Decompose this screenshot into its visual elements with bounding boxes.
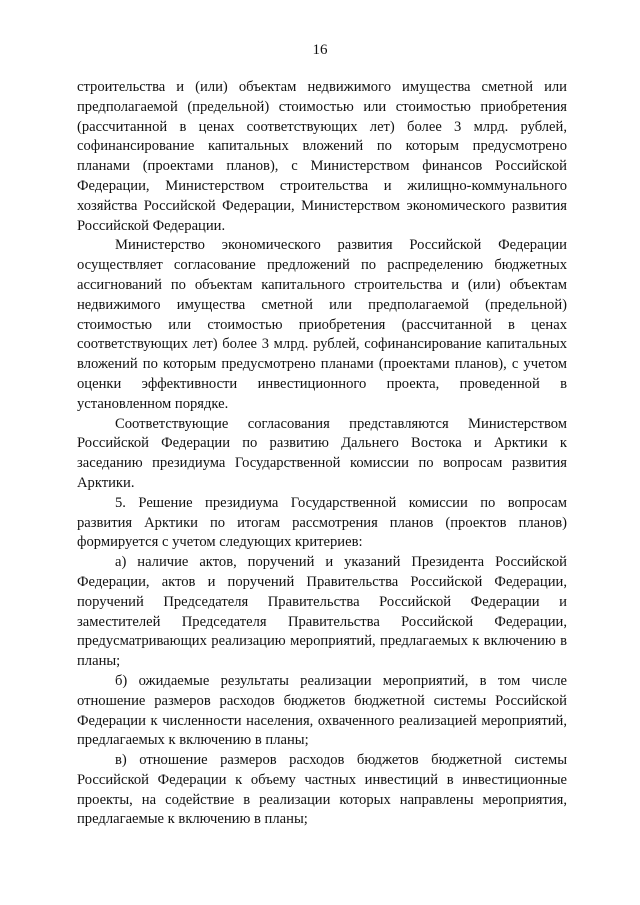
paragraph-item-5: 5. Решение президиума Государственной комиссии по вопросам развития Арктики по итогам рассмотрения планов (проектов планов) формируется с учетом следующих критериев: [77,494,567,551]
paragraph-ministry-approval: Министерство экономического развития Российской Федерации осуществляет согласование предложений по распределению бюджетных ассигнований по объектам капитального строительства и (или) объектам недвижимого имущества сметной или предполагаемой (предельной) стоимостью или стоимостью приобретения (рассчитанной в ценах соответствующих лет) более 3 млрд. рублей, софинансирование капитальных вложений по которым предусмотрено планами (проектами планов), с учетом оценки эффективности инвестиционного проекта, проведенной в установленном порядке. [77,237,567,412]
paragraph-criterion-c: в) отношение размеров расходов бюджетов бюджетной системы Российской Федерации к объему частных инвестиций в инвестиционные проекты, на содействие в реализации которых направлены мероприятия, предлагаемые к включению в планы; [77,752,567,828]
document-body [77,78,567,830]
paragraph-criterion-b: б) ожидаемые результаты реализации мероприятий, в том числе отношение размеров расходов бюджетов бюджетной системы Российской Федерации к численности населения, охваченного реализацией мероприятий, предлагаемых к включению в планы; [77,672,567,749]
page-number: 16 [312,42,328,58]
paragraph-criterion-a: а) наличие актов, поручений и указаний Президента Российской Федерации, актов и поручений Правительства Российской Федерации, поручений Председателя Правительства Российской Федерации и заместителей Председателя Правительства Российской Федерации, предусматривающих реализацию мероприятий, предлагаемых к включению в планы; [77,554,567,670]
paragraph-approvals-submission: Соответствующие согласования представляются Министерством Российской Федерации по развитию Дальнего Востока и Арктики к заседанию президиума Государственной комиссии по вопросам развития Арктики. [77,415,567,491]
paragraph-continuation: строительства и (или) объектам недвижимого имущества сметной или предполагаемой (предельной) стоимостью или стоимостью приобретения (рассчитанной в ценах соответствующих лет) более 3 млрд. рублей, софинансирование капитальных вложений по которым предусмотрено планами (проектами планов), с Министерством финансов Российской Федерации, Министерством строительства и жилищно-коммунального хозяйства Российской Федерации, Министерством экономического развития Российской Федерации. [77,79,567,234]
